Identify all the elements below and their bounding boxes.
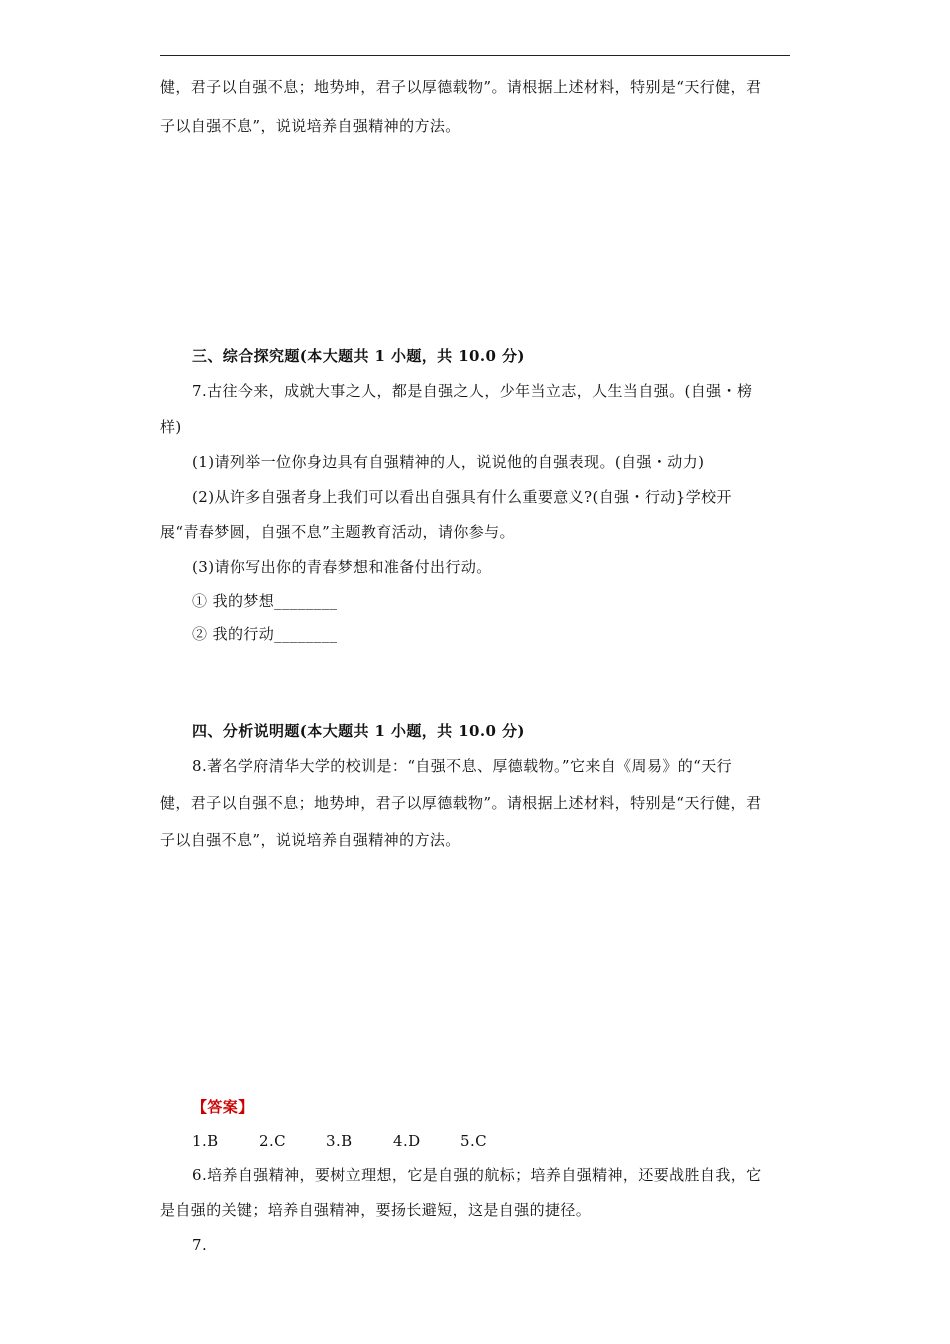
q8-line-3: 子以自强不息”，说说培养自强精神的方法。 [160,831,461,849]
answer-choice: 1.B [192,1132,219,1150]
answer-choice: 5.C [460,1132,487,1150]
q7-sub-2-line-2: 展“青春梦圆，自强不息”主题教育活动，请你参与。 [160,523,515,541]
answer-6-line-2: 是自强的关键；培养自强精神，要扬长避短，这是自强的捷径。 [160,1201,592,1219]
action-blank: ② 我的行动________ [192,625,338,643]
q8-line-2: 健，君子以自强不息；地势坤，君子以厚德载物”。请根据上述材料，特别是“天行健，君 [160,794,762,812]
q7-sub-1: (1)请列举一位你身边具有自强精神的人，说说他的自强表现。(自强・动力) [192,453,705,471]
answer-6-line-1: 6.培养自强精神，要树立理想，它是自强的航标；培养自强精神，还要战胜自我，它 [192,1166,762,1184]
q7-line-2: 样) [160,418,182,436]
section-3-heading: 三、综合探究题(本大题共 1 小题，共 10.0 分) [192,347,525,365]
dream-blank: ① 我的梦想________ [192,592,338,610]
answer-7: 7. [192,1236,208,1254]
q7-sub-3: (3)请你写出你的青春梦想和准备付出行动。 [192,558,492,576]
answer-choice: 3.B [326,1132,353,1150]
answer-label: 【答案】 [192,1098,254,1116]
q7-sub-2-line-1: (2)从许多自强者身上我们可以看出自强具有什么重要意义?(自强・行动}学校开 [192,488,732,506]
q8-line-1: 8.著名学府清华大学的校训是：“自强不息、厚德载物。”它来自《周易》的“天行 [192,757,733,775]
answer-choice: 4.D [393,1132,421,1150]
q6-continued-line-2: 子以自强不息”，说说培养自强精神的方法。 [160,117,461,135]
q6-continued-line-1: 健，君子以自强不息；地势坤，君子以厚德载物”。请根据上述材料，特别是“天行健，君 [160,78,762,96]
section-4-heading: 四、分析说明题(本大题共 1 小题，共 10.0 分) [192,722,525,740]
q7-line-1: 7.古往今来，成就大事之人，都是自强之人，少年当立志，人生当自强。(自强・榜 [192,382,753,400]
header-rule [160,55,790,56]
choice-answers [192,1131,790,1151]
answer-choice: 2.C [259,1132,286,1150]
